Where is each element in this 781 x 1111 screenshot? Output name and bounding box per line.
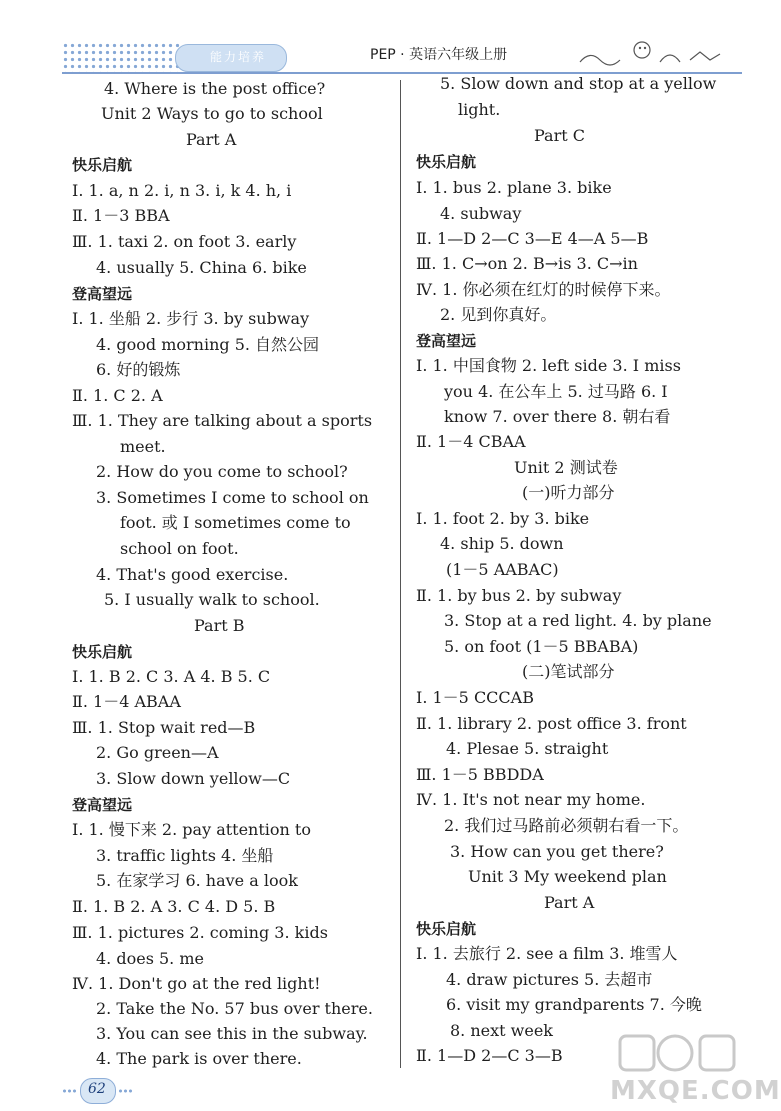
answer-line: meet. [120, 437, 166, 456]
answer-line: 3. Slow down yellow—C [96, 769, 291, 788]
column-divider [400, 80, 401, 1068]
answer-line: 4. Where is the post office? [104, 79, 326, 98]
answer-line: (一)听力部分 [522, 483, 615, 502]
section-heading: 快乐启航 [416, 920, 477, 938]
answer-line: Ⅰ. 1. 坐船 2. 步行 3. by subway [72, 309, 310, 328]
answer-line: Ⅱ. 1. library 2. post office 3. front [416, 714, 687, 733]
answer-line: 4. does 5. me [96, 949, 204, 968]
answer-line: light. [458, 100, 501, 119]
answer-line: 2. Go green—A [96, 743, 219, 762]
answer-line: Unit 3 My weekend plan [468, 867, 667, 886]
answer-line: know 7. over there 8. 朝右看 [444, 407, 671, 426]
answer-line: 8. next week [450, 1021, 553, 1040]
watermark-text: MXQE.COM [610, 1076, 781, 1106]
answer-line: Unit 2 Ways to go to school [101, 104, 323, 123]
answer-line: 5. on foot (1－5 BBABA) [444, 637, 639, 656]
answer-line: Ⅲ. 1. They are talking about a sports [72, 411, 373, 430]
section-heading: 快乐启航 [72, 156, 133, 174]
answer-line: 6. 好的锻炼 [96, 360, 181, 379]
section-heading: 登高望远 [72, 285, 133, 303]
answer-line: Ⅳ. 1. Don't go at the red light! [72, 974, 321, 993]
answer-line: Part A [544, 893, 595, 912]
answer-line: 2. How do you come to school? [96, 462, 348, 481]
page-header [0, 0, 750, 78]
answer-line: Part C [534, 126, 585, 145]
answer-line: Ⅰ. 1－5 CCCAB [416, 688, 534, 707]
answer-line: Ⅰ. 1. 慢下来 2. pay attention to [72, 820, 311, 839]
answer-line: Ⅲ. 1. Stop wait red—B [72, 718, 256, 737]
answer-line: Ⅰ. 1. 去旅行 2. see a film 3. 堆雪人 [416, 944, 678, 963]
answer-line: 3. Sometimes I come to school on [96, 488, 369, 507]
section-heading: 登高望远 [72, 796, 133, 814]
answer-line: school on foot. [120, 539, 239, 558]
answer-line: (1－5 AABAC) [446, 560, 559, 579]
answer-line: Ⅲ. 1. pictures 2. coming 3. kids [72, 923, 328, 942]
answer-line: 3. How can you get there? [450, 842, 664, 861]
answer-line: Ⅱ. 1－4 CBAA [416, 432, 526, 451]
answer-line: Ⅱ. 1. C 2. A [72, 386, 163, 405]
answer-line: Ⅳ. 1. 你必须在红灯的时候停下来。 [416, 280, 671, 299]
answer-line: 4. usually 5. China 6. bike [96, 258, 307, 277]
answer-line: 4. good morning 5. 自然公园 [96, 335, 320, 354]
answer-line: Ⅰ. 1. 中国食物 2. left side 3. I miss [416, 356, 681, 375]
section-heading: 登高望远 [416, 332, 477, 350]
answer-line: Ⅱ. 1－3 BBA [72, 206, 170, 225]
cartoon-decoration-icon [570, 30, 730, 70]
answer-line: Ⅲ. 1. taxi 2. on foot 3. early [72, 232, 297, 251]
answer-line: Ⅲ. 1. C→on 2. B→is 3. C→in [416, 254, 638, 273]
answer-line: Part A [186, 130, 237, 149]
watermark [600, 1030, 781, 1110]
answer-line: 2. Take the No. 57 bus over there. [96, 999, 373, 1018]
header-dot-ornament [62, 42, 180, 72]
answer-line: Part B [194, 616, 245, 635]
answer-line: Ⅰ. 1. bus 2. plane 3. bike [416, 178, 612, 197]
section-heading: 快乐启航 [72, 643, 133, 661]
answer-line: you 4. 在公车上 5. 过马路 6. I [444, 382, 668, 401]
answer-line: Ⅲ. 1－5 BBDDA [416, 765, 544, 784]
watermark-logo-icon [600, 1030, 750, 1076]
page-number-ornament-left [62, 1088, 76, 1094]
answer-line: 3. You can see this in the subway. [96, 1024, 368, 1043]
answer-line: 2. 我们过马路前必须朝右看一下。 [444, 816, 689, 835]
answer-line: 5. 在家学习 6. have a look [96, 871, 298, 890]
page-number-badge [62, 1078, 132, 1104]
answer-line: Ⅰ. 1. a, n 2. i, n 3. i, k 4. h, i [72, 181, 292, 200]
answer-line: Ⅱ. 1—D 2—C 3—B [416, 1046, 563, 1065]
header-banner-text: 能力培养 [210, 50, 267, 64]
answer-line: Ⅰ. 1. foot 2. by 3. bike [416, 509, 590, 528]
answer-line: 5. I usually walk to school. [104, 590, 320, 609]
answer-line: 4. The park is over there. [96, 1049, 302, 1068]
answer-line: Ⅱ. 1－4 ABAA [72, 692, 181, 711]
answer-line: 6. visit my grandparents 7. 今晚 [446, 995, 702, 1014]
answer-line: 4. subway [440, 204, 522, 223]
answer-line: 2. 见到你真好。 [440, 305, 557, 324]
answer-line: Ⅱ. 1. by bus 2. by subway [416, 586, 622, 605]
answer-line: 4. Plesae 5. straight [446, 739, 609, 758]
answer-line: 4. ship 5. down [440, 534, 564, 553]
answer-line: 3. Stop at a red light. 4. by plane [444, 611, 712, 630]
answer-line: Ⅳ. 1. It's not near my home. [416, 790, 646, 809]
page-number-ornament-right [118, 1088, 132, 1094]
answer-line: foot. 或 I sometimes come to [120, 513, 351, 532]
answer-line: 4. draw pictures 5. 去超市 [446, 970, 653, 989]
answer-line: Ⅱ. 1—D 2—C 3—E 4—A 5—B [416, 229, 649, 248]
section-heading: 快乐启航 [416, 153, 477, 171]
answer-line: (二)笔试部分 [522, 662, 615, 681]
page-number: 62 [88, 1081, 106, 1097]
answer-line: 5. Slow down and stop at a yellow [440, 74, 717, 93]
answer-line: Ⅰ. 1. B 2. C 3. A 4. B 5. C [72, 667, 271, 686]
answer-line: 4. That's good exercise. [96, 565, 289, 584]
answer-line: 3. traffic lights 4. 坐船 [96, 846, 274, 865]
answer-line: Unit 2 测试卷 [514, 458, 618, 477]
answer-line: Ⅱ. 1. B 2. A 3. C 4. D 5. B [72, 897, 276, 916]
book-title: PEP · 英语六年级上册 [370, 47, 508, 63]
